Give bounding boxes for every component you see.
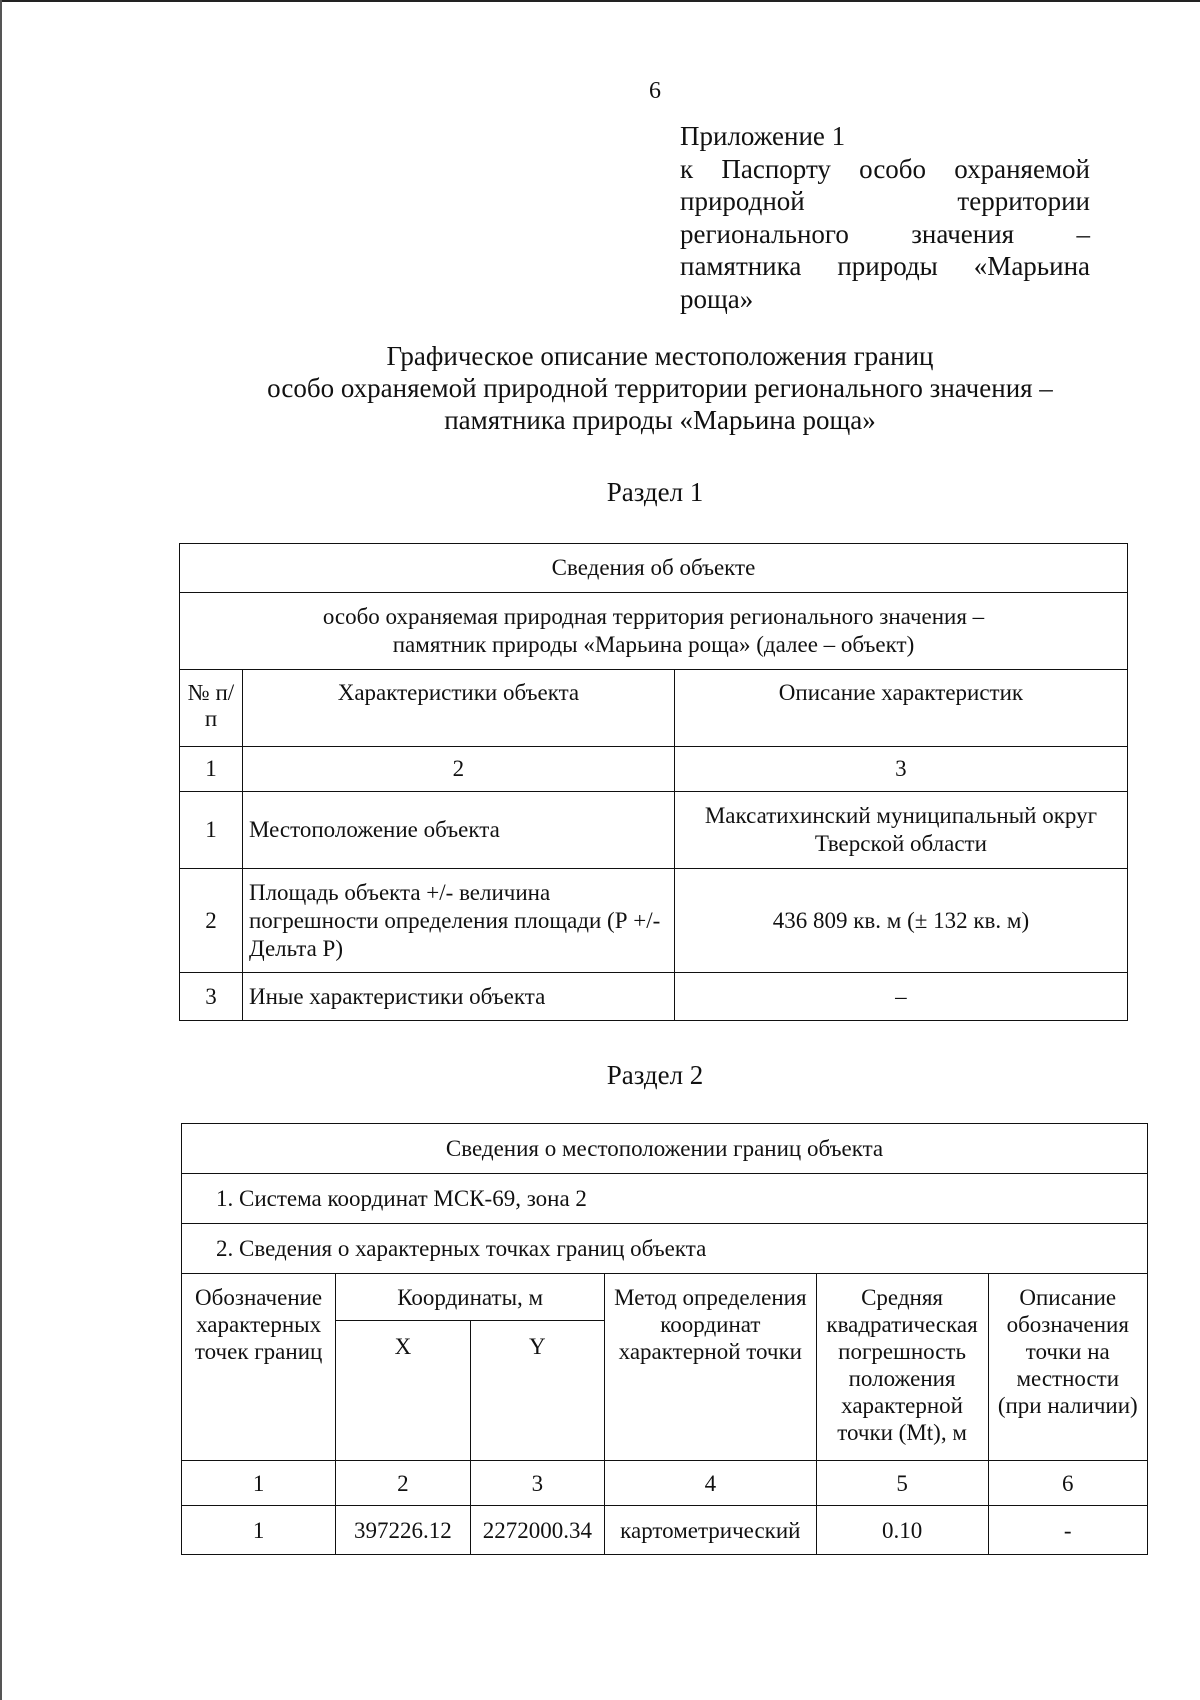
row-description: 436 809 кв. м (± 132 кв. м) — [674, 869, 1127, 973]
table-row — [182, 1506, 1148, 1555]
appendix-line: памятника природы «Марьина — [680, 251, 1090, 281]
header-point-description: Описание обозначения точки на местности (при наличии) — [988, 1274, 1147, 1461]
appendix-line: роща» — [680, 283, 754, 314]
heading-line: Графическое описание местоположения границ — [386, 341, 934, 371]
page-left-edge — [0, 0, 2, 1700]
section-2-title: Раздел 2 — [606, 1060, 704, 1090]
point-x: 397226.12 — [336, 1506, 470, 1555]
column-number: 5 — [816, 1461, 988, 1506]
row-description: – — [674, 973, 1127, 1021]
page-number: 6 — [649, 78, 661, 104]
column-number: 4 — [605, 1461, 817, 1506]
object-info-table — [179, 543, 1128, 1021]
coordinate-system: 1. Система координат МСК-69, зона 2 — [182, 1174, 1148, 1224]
appendix-line: регионального значения – — [680, 218, 1090, 249]
header-x: X — [336, 1321, 470, 1461]
header-number: № п/п — [180, 670, 243, 747]
table-row — [180, 973, 1128, 1021]
header-characteristic: Характеристики объекта — [242, 670, 674, 747]
object-info-caption: Сведения об объекте — [180, 544, 1128, 593]
boundary-points-table — [181, 1123, 1148, 1555]
row-characteristic: Площадь объекта +/- величина погрешности определения площади (Р +/- Дельта Р) — [242, 869, 674, 973]
column-number: 1 — [182, 1461, 336, 1506]
object-name-line: памятник природы «Марьина роща» (далее – объект) — [392, 632, 915, 657]
header-designation: Обозначение характерных точек границ — [182, 1274, 336, 1461]
header-y: Y — [470, 1321, 604, 1461]
appendix-block — [680, 120, 1090, 315]
appendix-title: Приложение 1 — [680, 121, 846, 151]
row-characteristic: Местоположение объекта — [242, 792, 674, 869]
header-error: Средняя квадратическая погрешность положения характерной точки (Mt), м — [816, 1274, 988, 1461]
column-number: 3 — [470, 1461, 604, 1506]
table-row — [180, 792, 1128, 869]
header-method: Метод определения координат характерной точки — [605, 1274, 817, 1461]
section-1-title: Раздел 1 — [606, 477, 704, 507]
points-caption: 2. Сведения о характерных точках границ объекта — [182, 1224, 1148, 1274]
appendix-line: природной территории — [680, 186, 1090, 216]
header-coordinates: Координаты, м — [336, 1274, 605, 1321]
heading-line: памятника природы «Марьина роща» — [444, 405, 876, 435]
column-number: 2 — [242, 747, 674, 792]
row-description: Максатихинский муниципальный округ Тверской области — [674, 792, 1127, 869]
row-number: 1 — [180, 792, 243, 869]
column-number: 1 — [180, 747, 243, 792]
point-error: 0.10 — [816, 1506, 988, 1555]
heading-line: особо охраняемой природной территории регионального значения – — [267, 373, 1053, 403]
table-row — [180, 869, 1128, 973]
boundary-caption: Сведения о местоположении границ объекта — [182, 1124, 1148, 1174]
point-y: 2272000.34 — [470, 1506, 604, 1555]
row-number: 3 — [180, 973, 243, 1021]
object-name-line: особо охраняемая природная территория регионального значения – — [322, 604, 985, 629]
point-method: картометрический — [605, 1506, 817, 1555]
column-number: 2 — [336, 1461, 470, 1506]
column-number: 6 — [988, 1461, 1147, 1506]
appendix-line: к Паспорту особо охраняемой — [680, 153, 1090, 184]
row-characteristic: Иные характеристики объекта — [242, 973, 674, 1021]
document-heading — [150, 340, 1170, 436]
object-name-cell — [180, 593, 1128, 670]
point-description: - — [988, 1506, 1147, 1555]
point-id: 1 — [182, 1506, 336, 1555]
page-top-edge — [0, 0, 1200, 2]
column-number: 3 — [674, 747, 1127, 792]
row-number: 2 — [180, 869, 243, 973]
header-description: Описание характеристик — [674, 670, 1127, 747]
